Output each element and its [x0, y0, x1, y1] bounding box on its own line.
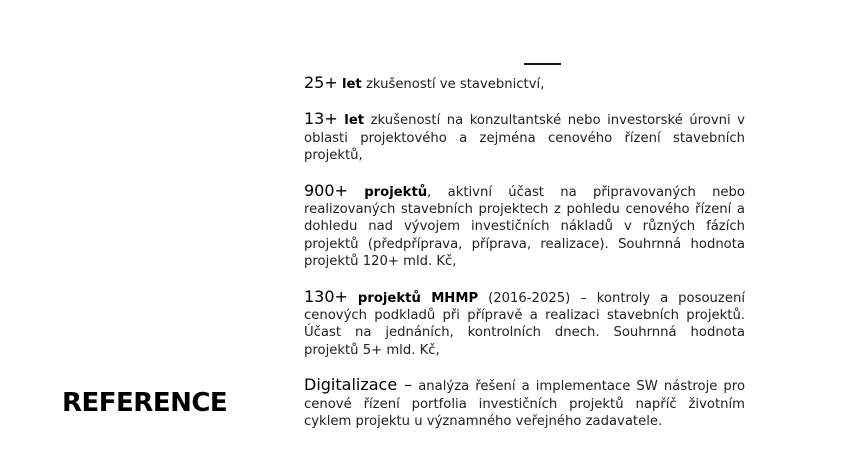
reference-text: zkušeností na konzultantské nebo investorské úrovni v oblasti projektového a zejména cenového řízení stavebních projektů,: [304, 113, 745, 164]
reference-item: [304, 110, 745, 164]
reference-unit: projektů: [364, 184, 428, 200]
reference-figure: 25+: [304, 73, 338, 92]
reference-figure: 900+: [304, 180, 348, 200]
reference-text: zkušeností ve stavebnictví,: [361, 77, 545, 92]
reference-item: [304, 376, 745, 430]
decorative-rule: [524, 63, 561, 65]
reference-unit: projektů MHMP: [357, 290, 479, 306]
reference-figure: 13+: [304, 109, 338, 129]
reference-unit: let: [344, 113, 365, 129]
reference-unit: let: [341, 77, 362, 92]
section-heading: REFERENCE: [62, 388, 228, 418]
reference-list: [304, 72, 745, 431]
reference-text: , aktivní účast na připravovaných nebo realizovaných stavebních projektech z pohledu cenového řízení a dohledu nad vývojem investičních nákladů v různých fázích projektů (předpříprava, příprava, realizace). Souhrnná hodnota projektů 120+ mld. Kč,: [304, 184, 745, 270]
reference-figure: Digitalizace –: [304, 375, 413, 395]
reference-item: [304, 288, 745, 360]
reference-figure: 130+: [304, 286, 348, 306]
reference-text: (2016-2025) – kontroly a posouzení cenových podkladů při přípravě a realizaci stavebních projektů. Účast na jednáních, kontrolních dnech. Souhrnná hodnota projektů 5+ mld. Kč,: [304, 290, 745, 358]
reference-item: [304, 182, 745, 271]
reference-item: [304, 74, 745, 93]
reference-text: analýza řešení a implementace SW nástroje pro cenové řízení portfolia investičních projektů napříč životním cyklem projektu u významného veřejného zadavatele.: [304, 379, 746, 430]
